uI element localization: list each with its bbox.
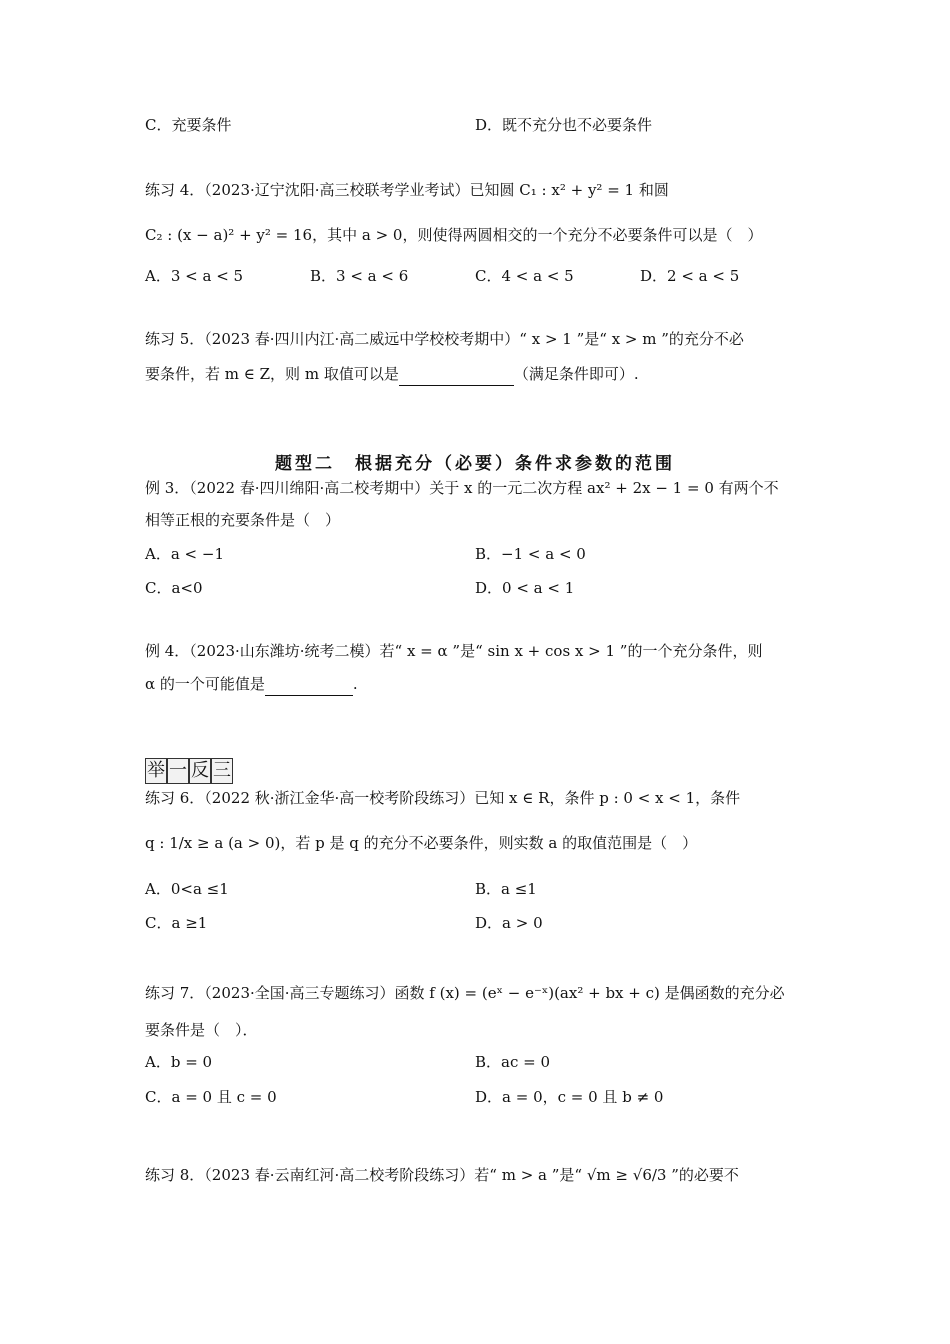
ex6-stem-line2: q : 1/x ≥ a (a > 0)，若 p 是 q 的充分不必要条件，则实数 a 的取值范围是（ ）: [145, 834, 698, 852]
example4-stem-text: α 的一个可能值是: [145, 675, 265, 693]
box-char-2: 一: [167, 758, 189, 784]
example4-stem-line1: 例 4．（2023·山东潍坊·统考二模）若“ x = α ”是“ sin x + cos x > 1 ”的一个充分条件，则: [145, 642, 763, 660]
example3-stem-line2: 相等正根的充要条件是（ ）: [145, 511, 341, 529]
ex6-option-a: A．0<a ≤1: [145, 880, 229, 898]
example4-answer-blank[interactable]: [265, 673, 353, 696]
example4-stem-line2: [145, 673, 358, 696]
ex4-option-a: A．3 < a < 5: [145, 267, 244, 285]
ex5-stem-line1: 练习 5．（2023 春·四川内江·高二威远中学校校考期中）“ x > 1 ”是“ x > m ”的充分不必: [145, 330, 744, 348]
ex6-option-c: C．a ≥1: [145, 914, 208, 932]
q3-option-d: D．既不充分也不必要条件: [475, 116, 653, 134]
ex7-stem-line2: 要条件是（ ）．: [145, 1021, 258, 1039]
ex4-option-d: D．2 < a < 5: [640, 267, 740, 285]
ex5-stem-tail: （满足条件即可）.: [513, 365, 639, 383]
example3-option-d: D．0 < a < 1: [475, 579, 575, 597]
ex4-option-c: C．4 < a < 5: [475, 267, 574, 285]
example3-option-a: A．a < −1: [145, 545, 224, 563]
ex4-stem-line2: C₂ : (x − a)² + y² = 16，其中 a > 0，则使得两圆相交的一个充分不必要条件可以是（ ）: [145, 226, 763, 244]
ex4-stem-line1: 练习 4．（2023·辽宁沈阳·高三校联考学业考试）已知圆 C₁ : x² + y² = 1 和圆: [145, 181, 669, 199]
ex4-option-b: B．3 < a < 6: [310, 267, 409, 285]
example4-stem-tail: .: [352, 675, 358, 693]
example3-option-b: B．−1 < a < 0: [475, 545, 586, 563]
ex7-stem-line1: 练习 7．（2023·全国·高三专题练习）函数 f (x) = (eˣ − e⁻ˣ)(ax² + bx + c) 是偶函数的充分必: [145, 984, 785, 1002]
box-char-1: 举: [145, 758, 167, 784]
ex7-option-a: A．b = 0: [145, 1053, 213, 1071]
ex6-stem-line1: 练习 6．（2022 秋·浙江金华·高一校考阶段练习）已知 x ∈ R，条件 p : 0 < x < 1，条件: [145, 789, 741, 807]
ex6-option-b: B．a ≤1: [475, 880, 537, 898]
ex7-option-c: C．a = 0 且 c = 0: [145, 1088, 277, 1106]
ex5-stem-text: 要条件，若 m ∈ Z，则 m 取值可以是: [145, 365, 399, 383]
ex7-option-b: B．ac = 0: [475, 1053, 551, 1071]
ex8-stem-line1: 练习 8．（2023 春·云南红河·高二校考阶段练习）若“ m > a ”是“ √m ≥ √6/3 ”的必要不: [145, 1166, 739, 1184]
section-heading: 题型二 根据充分（必要）条件求参数的范围: [275, 454, 675, 474]
example3-stem-line1: 例 3．（2022 春·四川绵阳·高二校考期中）关于 x 的一元二次方程 ax² + 2x − 1 = 0 有两个不: [145, 479, 779, 497]
box-char-3: 反: [189, 758, 211, 784]
ex5-answer-blank[interactable]: [399, 363, 514, 386]
ex7-option-d: D．a = 0，c = 0 且 b ≠ 0: [475, 1088, 664, 1106]
q3-option-c: C．充要条件: [145, 116, 232, 134]
example3-option-c: C．a<0: [145, 579, 203, 597]
box-char-4: 三: [211, 758, 233, 784]
ex5-stem-line2: [145, 363, 639, 386]
practice-box-title: [145, 758, 233, 784]
ex6-option-d: D．a > 0: [475, 914, 543, 932]
